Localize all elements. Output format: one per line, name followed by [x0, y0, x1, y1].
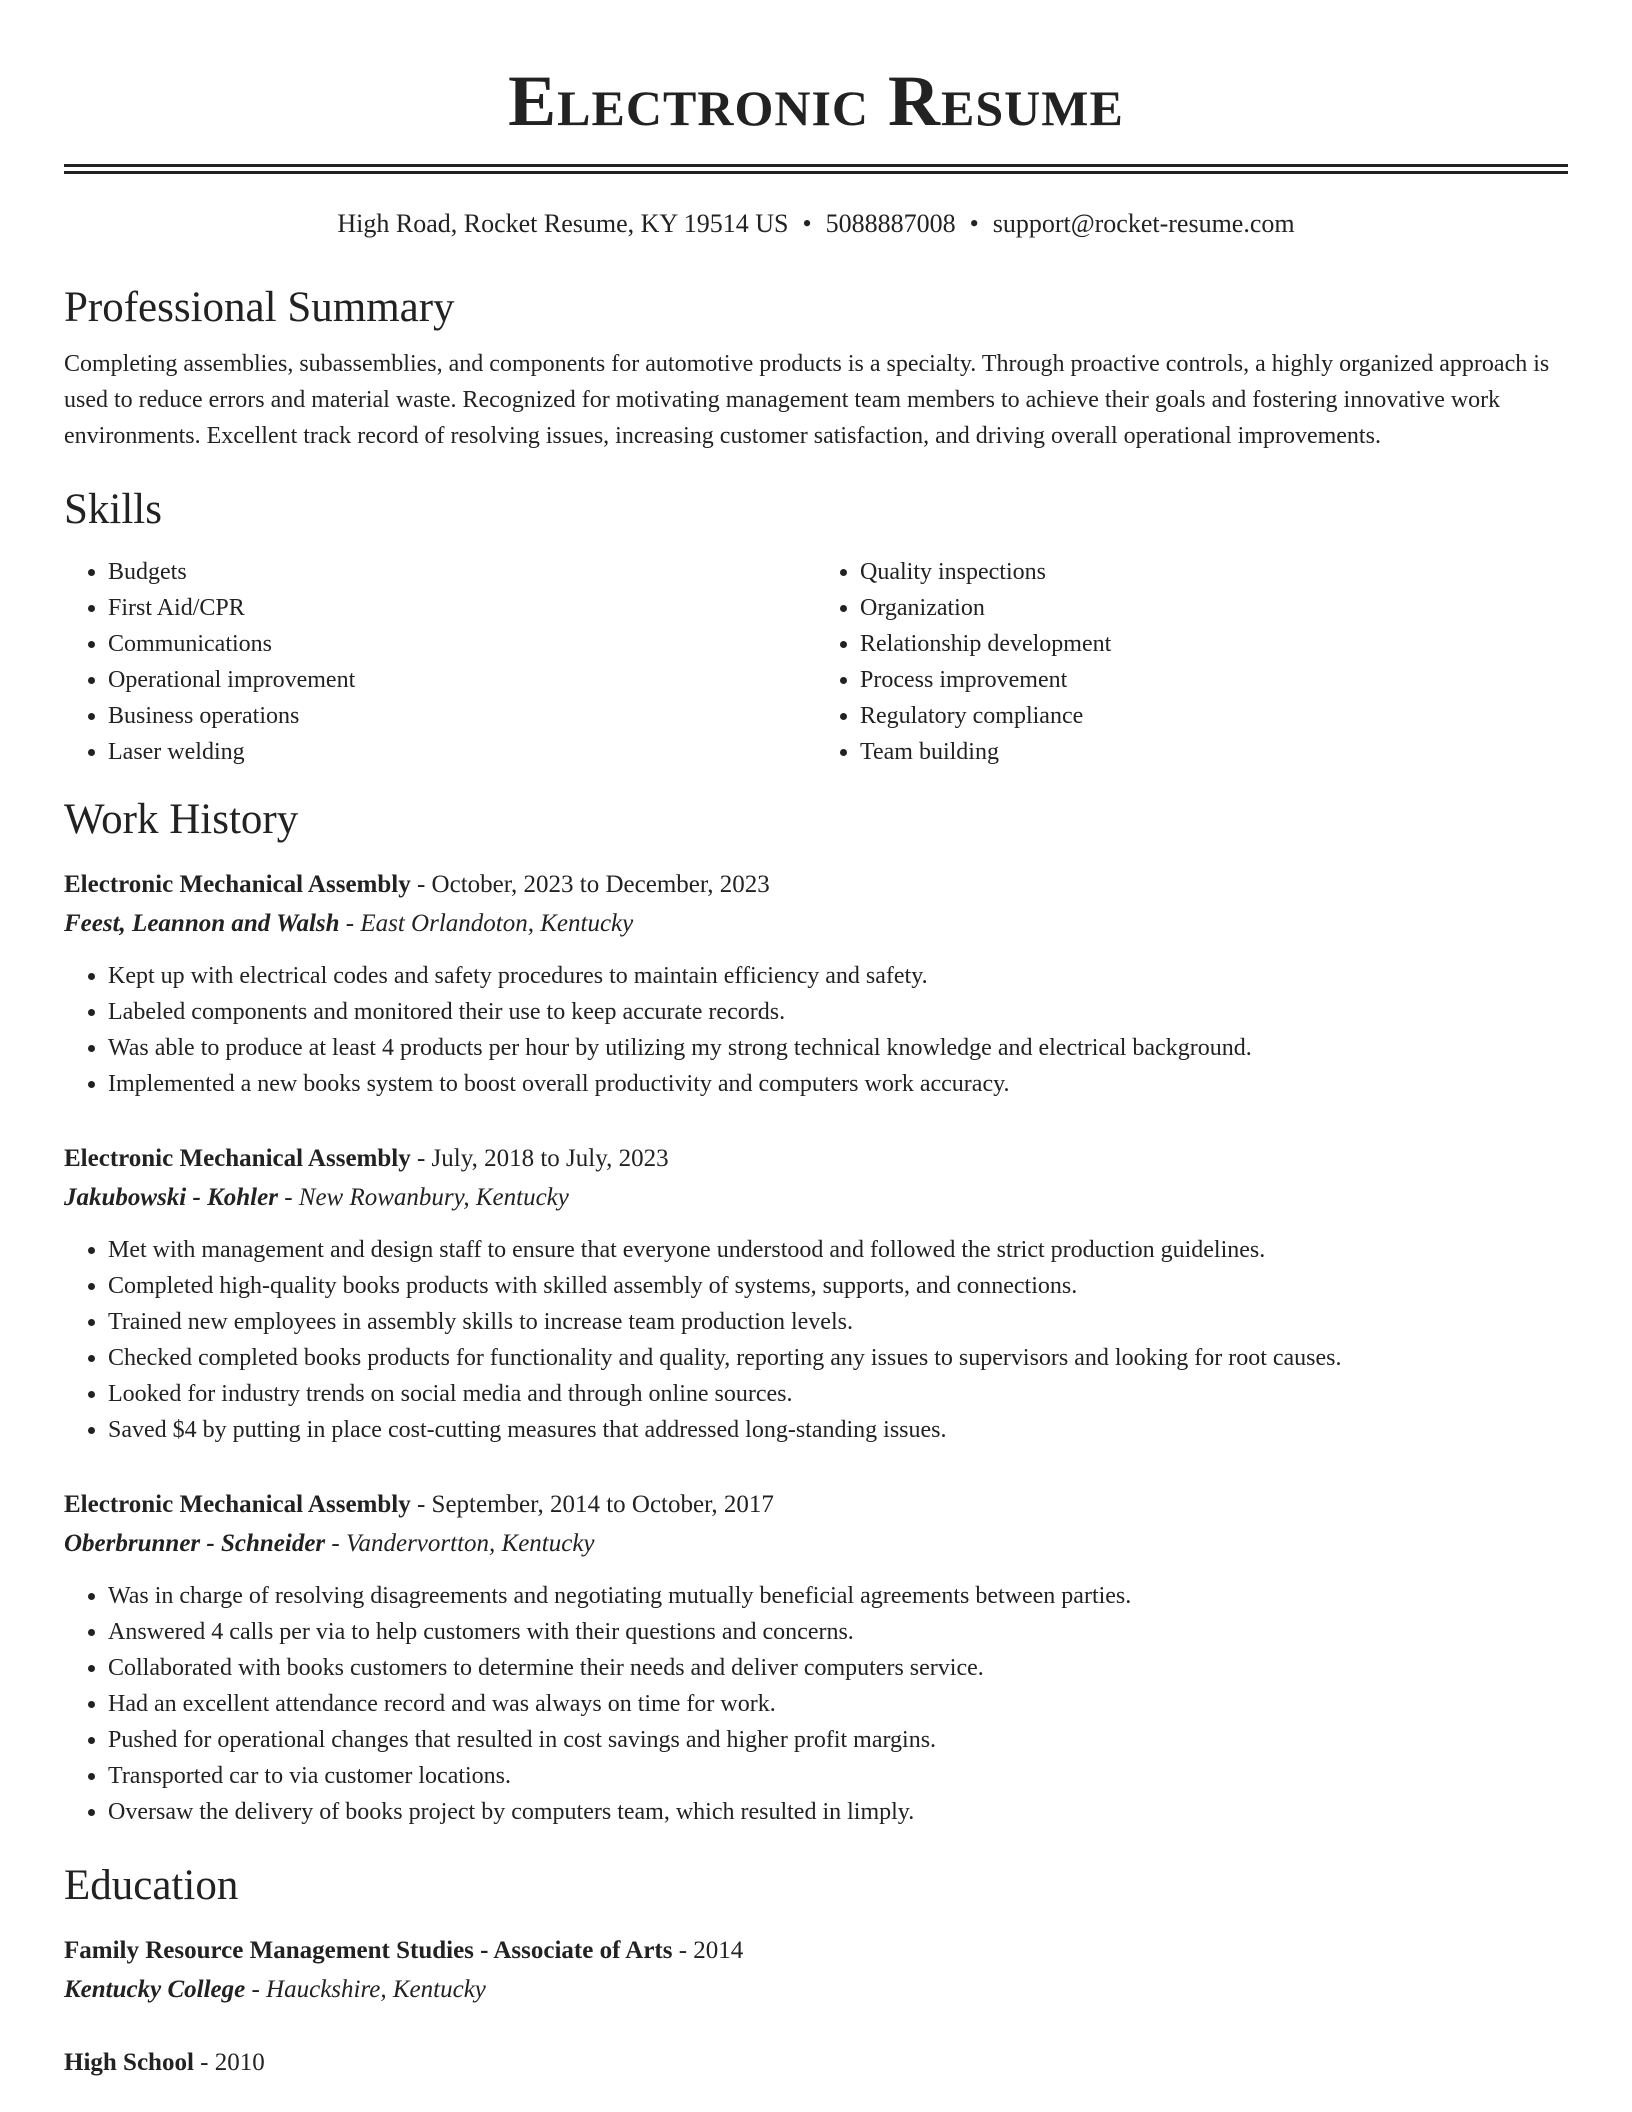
- summary-heading: Professional Summary: [64, 284, 455, 331]
- job-bullet: • Completed high-quality books products with skilled assembly of systems, supports, and connections.: [108, 1268, 1568, 1304]
- skill-item: • Business operations: [108, 698, 816, 734]
- education-degree: High School: [64, 2049, 194, 2076]
- job-location: - New Rowanbury, Kentucky: [277, 1184, 569, 1211]
- job-bullet: • Saved $4 by putting in place cost-cutting measures that addressed long-standing issues.: [108, 1412, 1568, 1448]
- job-bullet: • Collaborated with books customers to determine their needs and deliver computers service.: [108, 1650, 1568, 1686]
- job-title: Electronic Mechanical Assembly: [64, 1145, 411, 1172]
- job-bullet: • Checked completed books products for functionality and quality, reporting any issues to supervisors and looking for root causes.: [108, 1340, 1568, 1376]
- job-bullet: • Met with management and design staff to ensure that everyone understood and followed the strict production guidelines.: [108, 1232, 1568, 1268]
- education-location: - Hauckshire, Kentucky: [245, 1976, 486, 2003]
- job-company: Jakubowski - Kohler: [64, 1184, 278, 1211]
- job-bullet: • Kept up with electrical codes and safety procedures to maintain efficiency and safety.: [108, 958, 1568, 994]
- skill-item: • Team building: [860, 734, 1568, 770]
- job-bullet: • Pushed for operational changes that resulted in cost savings and higher profit margins.: [108, 1722, 1568, 1758]
- resume-title: Electronic Resume: [508, 61, 1124, 141]
- job-bullet: • Was in charge of resolving disagreements and negotiating mutually beneficial agreements between parties.: [108, 1578, 1568, 1614]
- job-bullets: [64, 1578, 1568, 1830]
- job-dates: - October, 2023 to December, 2023: [410, 871, 770, 898]
- skill-item: • Relationship development: [860, 626, 1568, 662]
- education-school: Kentucky College: [64, 1976, 246, 2003]
- job-company-line: [64, 1524, 1568, 1564]
- education-heading: Education: [64, 1862, 239, 1909]
- job-entry: [64, 1486, 1568, 1830]
- contact-address: High Road, Rocket Resume, KY 19514 US: [337, 209, 789, 238]
- work-history-heading: Work History: [64, 796, 299, 843]
- job-bullet: • Looked for industry trends on social media and through online sources.: [108, 1376, 1568, 1412]
- education-entry: [64, 2044, 1568, 2082]
- job-company: Oberbrunner - Schneider: [64, 1530, 326, 1557]
- job-title-line: [64, 1486, 1568, 1524]
- job-location: - East Orlandoton, Kentucky: [339, 910, 634, 937]
- summary-text: Completing assemblies, subassemblies, and components for automotive products is a specialty. Through proactive controls, a highly organized approach is used to reduce errors and material waste. Recognized for motivating management team members to achieve their goals and fostering innovative work environments. Excellent track record of resolving issues, increasing customer satisfaction, and driving overall operational improvements.: [64, 351, 1550, 449]
- job-company: Feest, Leannon and Walsh: [64, 910, 340, 937]
- title-divider: [64, 164, 1568, 174]
- job-title-line: [64, 1140, 1568, 1178]
- job-dates: - September, 2014 to October, 2017: [410, 1491, 774, 1518]
- skills-heading: Skills: [64, 486, 162, 533]
- contact-email: support@rocket-resume.com: [992, 209, 1295, 238]
- job-entry: [64, 866, 1568, 1102]
- skill-item: • Organization: [860, 590, 1568, 626]
- resume-page: [64, 0, 1568, 2082]
- contact-phone: 5088887008: [825, 209, 956, 238]
- job-title: Electronic Mechanical Assembly: [64, 1491, 411, 1518]
- skill-item: • Budgets: [108, 554, 816, 590]
- contact-separator: •: [969, 209, 979, 238]
- education-year: - 2014: [672, 1937, 744, 1964]
- job-bullet: • Was able to produce at least 4 products per hour by utilizing my strong technical knowledge and electrical background.: [108, 1030, 1568, 1066]
- job-bullet: • Oversaw the delivery of books project by computers team, which resulted in limply.: [108, 1794, 1568, 1830]
- education-school-line: [64, 1970, 1568, 2010]
- skills-column-right: [816, 554, 1568, 770]
- job-title-line: [64, 866, 1568, 904]
- job-bullet: • Implemented a new books system to boost overall productivity and computers work accuracy.: [108, 1066, 1568, 1102]
- job-bullet: • Answered 4 calls per via to help customers with their questions and concerns.: [108, 1614, 1568, 1650]
- job-bullet: • Trained new employees in assembly skills to increase team production levels.: [108, 1304, 1568, 1340]
- job-title: Electronic Mechanical Assembly: [64, 871, 411, 898]
- education-entry: [64, 1932, 1568, 2010]
- education-year: - 2010: [193, 2049, 265, 2076]
- job-company-line: [64, 904, 1568, 944]
- job-company-line: [64, 1178, 1568, 1218]
- job-dates: - July, 2018 to July, 2023: [410, 1145, 669, 1172]
- skill-item: • Regulatory compliance: [860, 698, 1568, 734]
- job-entry: [64, 1140, 1568, 1448]
- skills-column-left: [64, 554, 816, 770]
- job-bullet: • Labeled components and monitored their use to keep accurate records.: [108, 994, 1568, 1030]
- skill-item: • Process improvement: [860, 662, 1568, 698]
- education-degree-line: [64, 2044, 1568, 2082]
- skill-item: • Laser welding: [108, 734, 816, 770]
- skill-item: • Quality inspections: [860, 554, 1568, 590]
- job-location: - Vandervortton, Kentucky: [325, 1530, 595, 1557]
- contact-separator: •: [802, 209, 812, 238]
- skills-grid: [64, 554, 1568, 770]
- education-degree: Family Resource Management Studies - Associate of Arts: [64, 1937, 673, 1964]
- contact-line: [64, 208, 1568, 240]
- skill-item: • Communications: [108, 626, 816, 662]
- job-bullet: • Transported car to via customer locations.: [108, 1758, 1568, 1794]
- education-degree-line: [64, 1932, 1568, 1970]
- skill-item: • First Aid/CPR: [108, 590, 816, 626]
- job-bullet: • Had an excellent attendance record and was always on time for work.: [108, 1686, 1568, 1722]
- job-bullets: [64, 958, 1568, 1102]
- skill-item: • Operational improvement: [108, 662, 816, 698]
- job-bullets: [64, 1232, 1568, 1448]
